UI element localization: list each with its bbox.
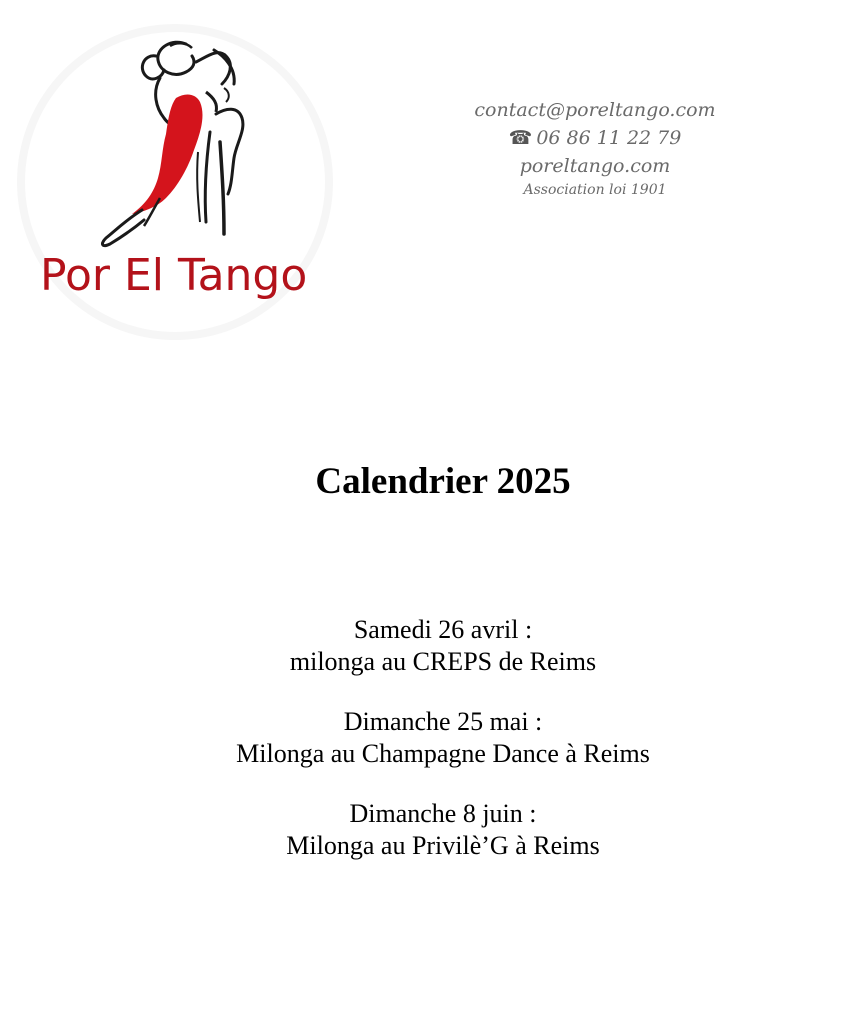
tango-dancers-illustration (10, 22, 340, 342)
page-title: Calendrier 2025 (315, 461, 571, 502)
event-date: Dimanche 25 mai : (343, 707, 543, 736)
contact-email[interactable]: contact@poreltango.com (474, 99, 716, 121)
event-description: Milonga au Privilè’G à Reims (286, 831, 600, 860)
event-item (0, 798, 864, 862)
event-item (0, 706, 864, 770)
por-el-tango-logo (10, 22, 340, 342)
event-item (0, 614, 864, 678)
telephone-icon: ☎ (508, 127, 533, 149)
event-date: Dimanche 8 juin : (349, 799, 537, 828)
association-status: Association loi 1901 (523, 182, 667, 198)
logo-lettering: Por El Tango (40, 250, 308, 301)
contact-block (430, 96, 760, 200)
contact-phone[interactable]: 06 86 11 22 79 (536, 127, 682, 149)
event-list (0, 614, 864, 890)
contact-phone-line (430, 124, 760, 152)
event-description: milonga au CREPS de Reims (289, 647, 597, 676)
event-date: Samedi 26 avril : (353, 615, 533, 644)
contact-website[interactable]: poreltango.com (519, 155, 671, 177)
event-description: Milonga au Champagne Dance à Reims (236, 739, 650, 768)
